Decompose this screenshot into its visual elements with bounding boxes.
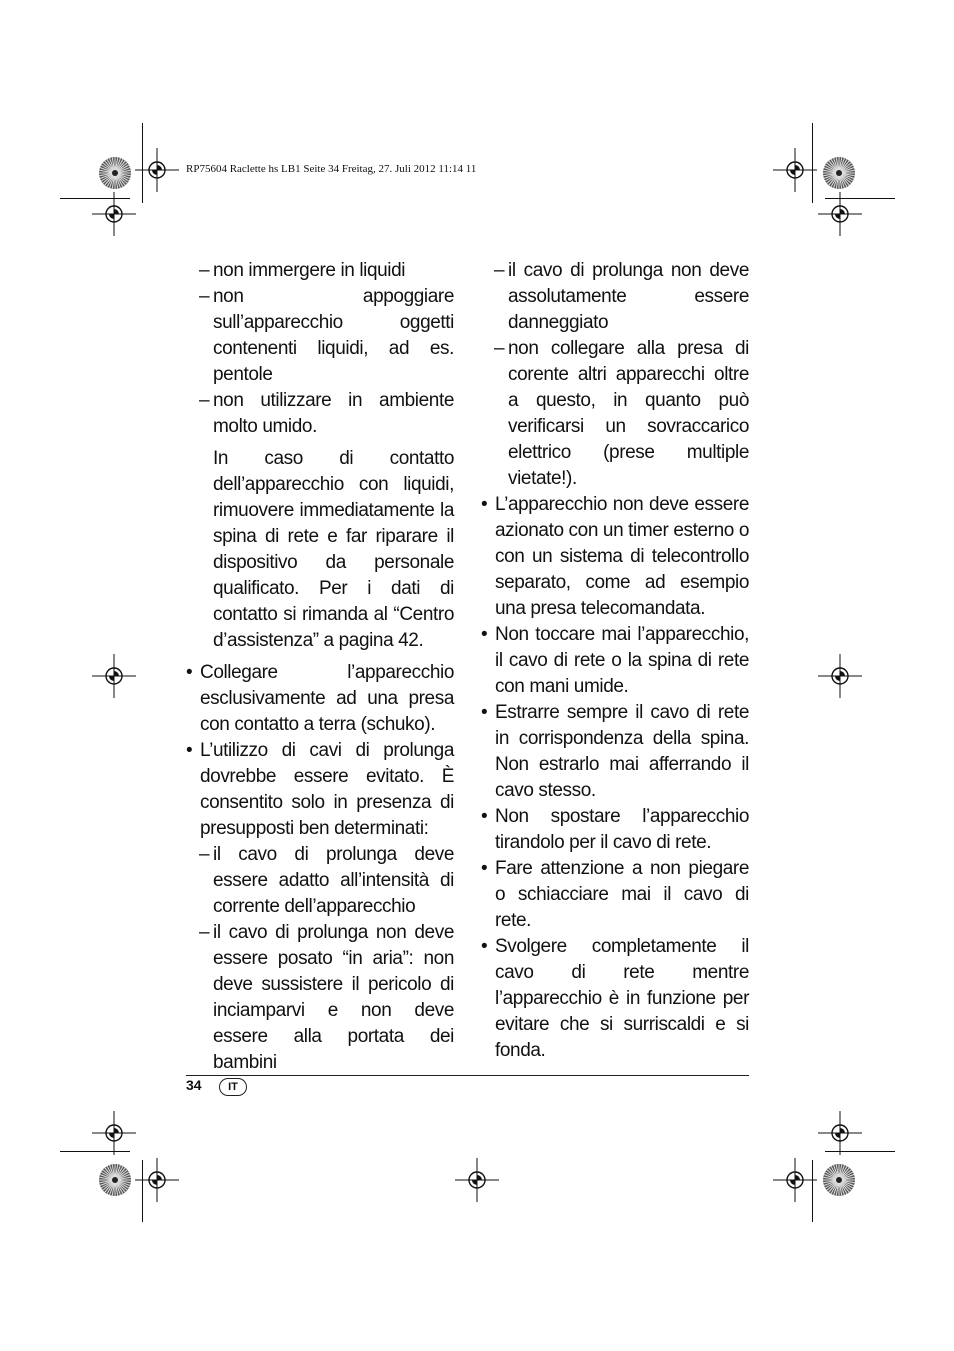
dash-mark: – <box>199 286 210 307</box>
bullet-text: Svolgere completamente il cavo di rete mentre l’apparecchio è in funzione per evitare che si surriscaldi e si fonda. <box>495 936 749 1061</box>
bullet-mark: • <box>481 936 488 957</box>
crop-line <box>60 1151 130 1152</box>
dash-mark: – <box>494 260 505 281</box>
bullet-mark: • <box>481 702 488 723</box>
footer-rule <box>186 1075 749 1076</box>
dash-text: il cavo di prolunga non deve assolutamente essere danneggiato <box>508 260 749 333</box>
left-column <box>186 258 454 1076</box>
dash-text: non appoggiare sull’apparecchio oggetti contenenti liquidi, ad es. pentole <box>213 286 454 385</box>
dash-text: non utilizzare in ambiente molto umido. <box>213 390 454 437</box>
bullet-item <box>481 856 749 934</box>
right-column <box>481 258 749 1064</box>
starburst-mark-icon <box>823 1164 855 1196</box>
registration-crosshair-icon <box>773 1158 817 1202</box>
crop-line <box>812 1160 813 1222</box>
bullet-item <box>481 622 749 700</box>
dash-mark: – <box>199 922 210 943</box>
crop-line <box>142 123 143 203</box>
bullet-item <box>186 660 454 738</box>
registration-crosshair-icon <box>773 148 817 192</box>
bullet-text: Fare attenzione a non piegare o schiacciare mai il cavo di rete. <box>495 858 749 931</box>
dash-text: il cavo di prolunga deve essere adatto all’intensità di corrente dell’apparecchio <box>213 844 454 917</box>
dash-item <box>481 258 749 336</box>
starburst-mark-icon <box>99 1164 131 1196</box>
bullet-text: L’utilizzo di cavi di prolunga dovrebbe essere evitato. È consentito solo in presenza di presupposti ben determinati: <box>200 740 454 839</box>
registration-crosshair-icon <box>455 1158 499 1202</box>
starburst-mark-icon <box>99 157 131 189</box>
bullet-text: Collegare l’apparecchio esclusivamente ad una presa con contatto a terra (schuko). <box>200 662 454 735</box>
dash-item <box>186 842 454 920</box>
bullet-mark: • <box>186 662 193 683</box>
bullet-text: Non spostare l’apparecchio tirandolo per il cavo di rete. <box>495 806 749 853</box>
contact-paragraph: In caso di contatto dell’apparecchio con liquidi, rimuovere immediatamente la spina di rete e far riparare il dispositivo da personale qualificato. Per i dati di contatto si rimanda al “Centro d’assistenza” a pagina 42. <box>213 448 454 651</box>
dash-item <box>186 920 454 1076</box>
dash-text: non immergere in liquidi <box>213 260 406 281</box>
starburst-mark-icon <box>823 157 855 189</box>
dash-mark: – <box>199 260 210 281</box>
page-number: 34 <box>186 1077 202 1093</box>
bullet-mark: • <box>186 740 193 761</box>
crop-line <box>825 198 895 199</box>
bullet-text: Non toccare mai l’apparecchio, il cavo di rete o la spina di rete con mani umide. <box>495 624 749 697</box>
bullet-mark: • <box>481 858 488 879</box>
dash-text: non collegare alla presa di corente altri apparecchi oltre a questo, in quanto può verificarsi un sovraccarico elettrico (prese multiple vietate!). <box>508 338 749 489</box>
crop-line <box>825 1151 895 1152</box>
dash-item <box>186 388 454 440</box>
dash-item <box>186 258 454 284</box>
dash-mark: – <box>199 390 210 411</box>
dash-item <box>186 284 454 388</box>
dash-text: il cavo di prolunga non deve essere posato “in aria”: non deve sussistere il pericolo di inciamparvi e non deve essere alla portata dei bambini <box>213 922 454 1073</box>
bullet-item <box>186 738 454 842</box>
dash-mark: – <box>494 338 505 359</box>
bullet-item <box>481 804 749 856</box>
bullet-text: Estrarre sempre il cavo di rete in corrispondenza della spina. Non estrarlo mai afferrando il cavo stesso. <box>495 702 749 801</box>
bullet-item <box>481 700 749 804</box>
registration-crosshair-icon <box>818 654 862 698</box>
language-badge: IT <box>219 1078 247 1096</box>
print-header: RP75604 Raclette hs LB1 Seite 34 Freitag, 27. Juli 2012 11:14 11 <box>186 163 477 175</box>
crop-line <box>142 1160 143 1222</box>
bullet-item <box>481 492 749 622</box>
bullet-mark: • <box>481 624 488 645</box>
crop-line <box>812 123 813 203</box>
bullet-mark: • <box>481 494 488 515</box>
bullet-item <box>481 934 749 1064</box>
dash-mark: – <box>199 844 210 865</box>
crop-line <box>60 198 130 199</box>
bullet-mark: • <box>481 806 488 827</box>
bullet-text: L’apparecchio non deve essere azionato con un timer esterno o con un sistema di telecontrollo separato, come ad esempio una presa telecomandata. <box>495 494 749 619</box>
registration-crosshair-icon <box>92 654 136 698</box>
dash-item <box>481 336 749 492</box>
registration-crosshair-icon <box>818 1111 862 1155</box>
registration-crosshair-icon <box>92 1111 136 1155</box>
